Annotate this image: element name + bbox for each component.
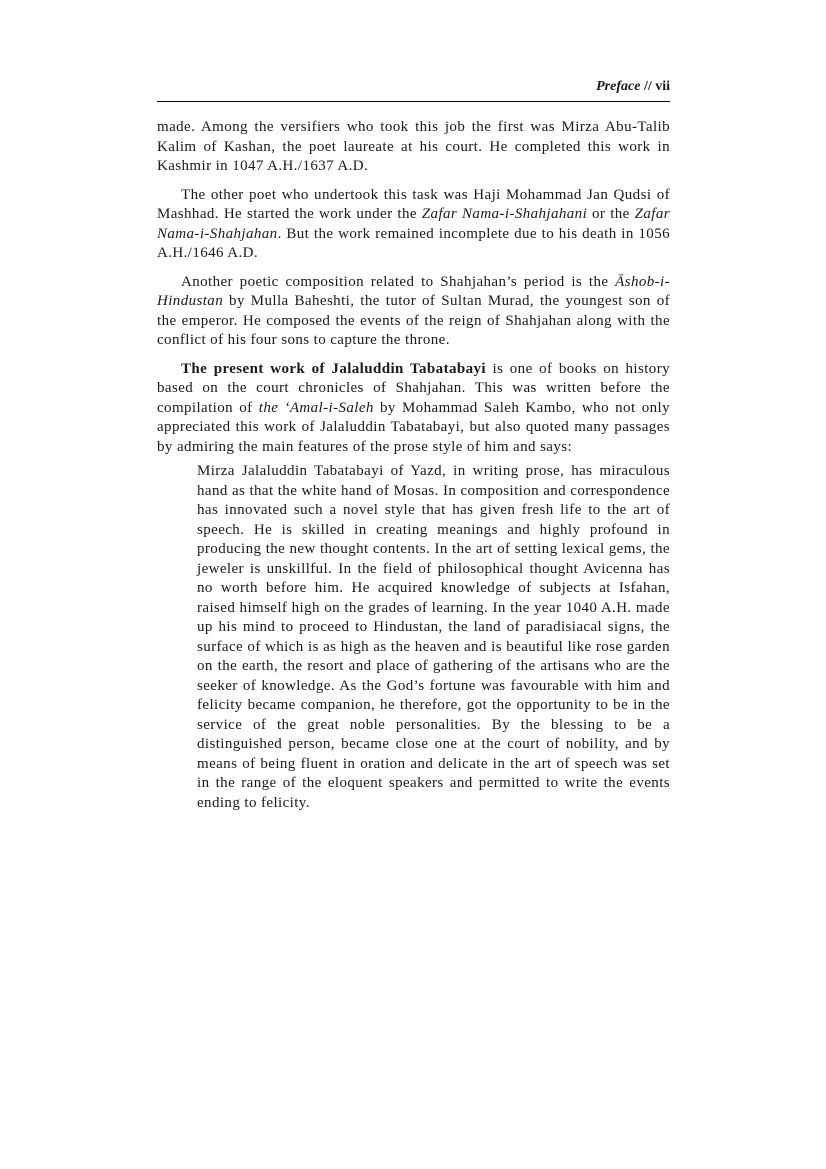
book-title: Āshob-i-Hindustan [157, 273, 670, 309]
paragraph-continued [157, 118, 670, 177]
block-quote [197, 462, 670, 813]
page-number: vii [655, 79, 670, 94]
text-run: . But the work remained incomplete due to his death in 1056 A.H./1646 A.D. [157, 225, 670, 261]
body-text [157, 118, 670, 813]
text-run: by Mohammad Saleh Kambo, who not only appreciated this work of Jalaluddin Tabatabayi, but also quoted many passages by admiring the main features of the prose style of him and says: [157, 399, 670, 455]
bold-lead-in: The present work of Jalaluddin Tabatabayi [181, 360, 486, 377]
header-rule [157, 101, 670, 102]
paragraph-present-work [157, 360, 670, 458]
running-head [157, 78, 670, 96]
book-title: the ‘Amal-i-Saleh [258, 399, 374, 416]
paragraph-text: made. Among the versifiers who took this job the first was Mirza Abu-Talib Kalim of Kashan, the poet laureate at his court. He completed this work in Kashmir in 1047 A.H./1637 A.D. [157, 119, 670, 174]
running-head-separator: // [643, 79, 652, 94]
text-run: The other poet who undertook this task was Haji Mohammad Jan Qudsi of Mashhad. He started the work under the [157, 186, 670, 222]
text-run: by Mulla Baheshti, the tutor of Sultan Murad, the youngest son of the emperor. He composed the events of the reign of Shahjahan along with the conflict of his four sons to capture the throne. [157, 293, 670, 348]
book-title: Zafar Nama-i-Shahjahan [157, 206, 670, 242]
text-run: or the [587, 206, 635, 222]
paragraph-ashob [157, 273, 670, 351]
text-run: Another poetic composition related to Shahjahan’s period is the [181, 273, 616, 290]
paragraph-qudsi [157, 186, 670, 264]
quote-text: Mirza Jalaluddin Tabatabayi of Yazd, in writing prose, has miraculous hand as that the white hand of Mosas. In composition and correspondence has innovated such a novel style that has given fresh life to the art of speech. He is skilled in creating meanings and highly profound in producing the new thought contents. In the art of setting lexical gems, the jeweler is unskillful. In the field of philosophical thought Avicenna has no worth before him. He acquired knowledge of subjects at Isfahan, raised himself high on the grades of learning. In the year 1040 A.H. made up his mind to proceed to Hindustan, the land of paradisiacal signs, the surface of which is as high as the heaven and is beautiful like rose garden on the earth, the resort and place of gathering of the artisans who are the seeker of knowledge. As the God’s fortune was favourable with him and felicity became companion, he therefore, got the opportunity to be in the service of the great noble personalities. By the blessing to be a distinguished person, became close one at the court of nobility, and by means of being fluent in oration and delicate in the art of speech was set in the range of the eloquent speakers and permitted to write the events ending to felicity. [197, 463, 670, 811]
text-run: is one of books on history based on the court chronicles of Shahjahan. This was written before the compilation of [157, 360, 670, 416]
book-title: Zafar Nama-i-Shahjahani [421, 206, 588, 222]
running-head-section: Preface [596, 79, 641, 94]
